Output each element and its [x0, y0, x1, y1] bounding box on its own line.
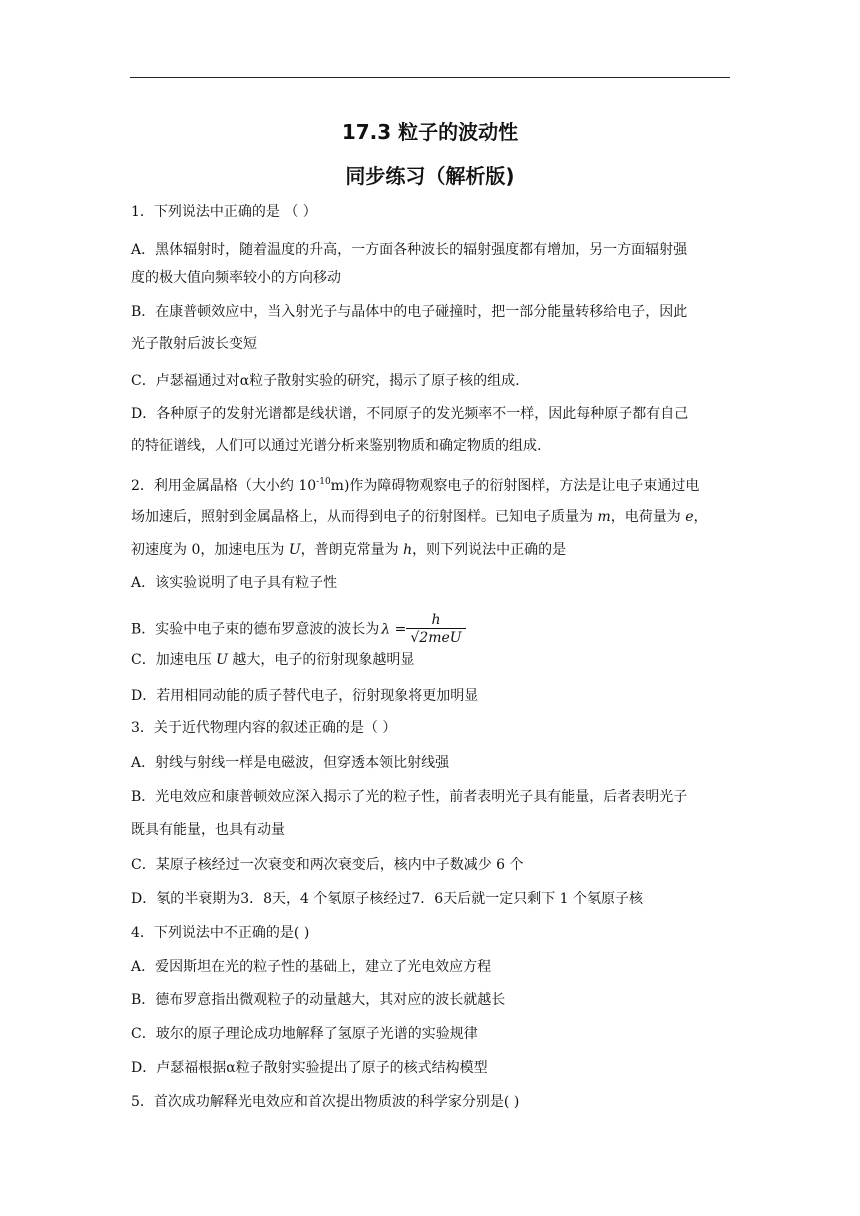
q2-option-c-text-a: C．加速电压: [131, 652, 217, 668]
q2-option-b-text: B．实验中电子束的德布罗意波的波长为: [131, 621, 380, 638]
q2-option-c-text-b: 越大，电子的衍射现象越明显: [227, 652, 415, 668]
q4-option-a: A．爱因斯坦在光的粒子性的基础上，建立了光电效应方程: [131, 959, 492, 975]
q2-text-h: ，则下列说法中正确的是: [412, 542, 567, 558]
q1-option-b-line1: B．在康普顿效应中，当入射光子与晶体中的电子碰撞时，把一部分能量转移给电子，因此: [131, 304, 688, 320]
var-m: m: [597, 509, 611, 525]
formula-lhs: λ =: [381, 621, 407, 638]
q3-option-b-line1: B．光电效应和康普顿效应深入揭示了光的粒子性，前者表明光子具有能量，后者表明光子: [131, 789, 688, 805]
q2-text-c: 场加速后，照射到金属晶格上，从而得到电子的衍射图样。已知电子质量为: [131, 509, 598, 525]
var-U: U: [288, 542, 301, 558]
q2-text-f: 初速度为 0，加速电压为: [131, 542, 289, 558]
question-4: 4．下列说法中不正确的是( ): [131, 925, 310, 941]
q1-option-d-line2: 的特征谱线，人们可以通过光谱分析来鉴别物质和确定物质的组成.: [131, 438, 542, 454]
q2-text-b: m)作为障碍物观察电子的衍射图样，方法是让电子束通过电: [330, 478, 700, 494]
header-rule: [130, 77, 730, 78]
question-2-line2: [131, 507, 707, 527]
document-title: 17.3 粒子的波动性: [341, 120, 519, 144]
q1-option-a-line1: A．黑体辐射时，随着温度的升高，一方面各种波长的辐射强度都有增加，另一方面辐射强: [131, 242, 688, 258]
q3-option-b-line2: 既具有能量，也具有动量: [131, 822, 285, 838]
formula-denominator: √2meU: [406, 628, 465, 647]
var-h: h: [403, 542, 413, 558]
document-subtitle: 同步练习（解析版): [345, 164, 515, 188]
q2-text-d: ，电荷量为: [610, 509, 686, 525]
question-2-line3: [131, 540, 566, 560]
question-2-line1: [131, 472, 699, 496]
var-e: e: [685, 509, 694, 525]
q1-option-a-line2: 度的极大值向频率较小的方向移动: [131, 270, 341, 286]
q2-exponent: -10: [316, 477, 331, 487]
q4-option-b: B．德布罗意指出微观粒子的动量越大，其对应的波长就越长: [131, 992, 506, 1008]
q2-option-a: A．该实验说明了电子具有粒子性: [131, 575, 338, 591]
q1-option-d-line1: D．各种原子的发射光谱都是线状谱，不同原子的发光频率不一样，因此每种原子都有自己: [131, 406, 689, 422]
formula-numerator: h: [431, 612, 441, 628]
q2-text-e: ，: [693, 509, 708, 525]
q2-option-c: [131, 650, 414, 670]
q2-option-b: [131, 612, 466, 647]
q2-text-g: ，普朗克常量为: [300, 542, 404, 558]
q3-option-c: C．某原子核经过一次衰变和两次衰变后，核内中子数减少 6 个: [131, 857, 524, 873]
q4-option-c: C．玻尔的原子理论成功地解释了氢原子光谱的实验规律: [131, 1026, 478, 1042]
q1-option-c: C．卢瑟福通过对α粒子散射实验的研究，揭示了原子核的组成.: [131, 373, 520, 389]
q3-option-a: A．射线与射线一样是电磁波，但穿透本领比射线强: [131, 755, 450, 771]
question-3: 3．关于近代物理内容的叙述正确的是（ ）: [131, 720, 397, 736]
q3-option-d: D．氡的半衰期为3．8天，4 个氡原子核经过7．6天后就一定只剩下 1 个氡原子核: [131, 891, 644, 907]
q1-option-b-line2: 光子散射后波长变短: [131, 336, 257, 352]
question-5: 5．首次成功解释光电效应和首次提出物质波的科学家分别是( ): [131, 1094, 520, 1110]
q4-option-d: D．卢瑟福根据α粒子散射实验提出了原子的核式结构模型: [131, 1060, 488, 1076]
var-U-2: U: [216, 652, 228, 668]
q2-text-a: 2．利用金属晶格（大小约 10: [131, 478, 317, 494]
formula-fraction: [406, 612, 465, 647]
question-1: 1．下列说法中正确的是 （ ）: [131, 204, 317, 220]
q2-option-d: D．若用相同动能的质子替代电子，衍射现象将更加明显: [131, 688, 479, 704]
wavelength-formula: [381, 612, 465, 647]
